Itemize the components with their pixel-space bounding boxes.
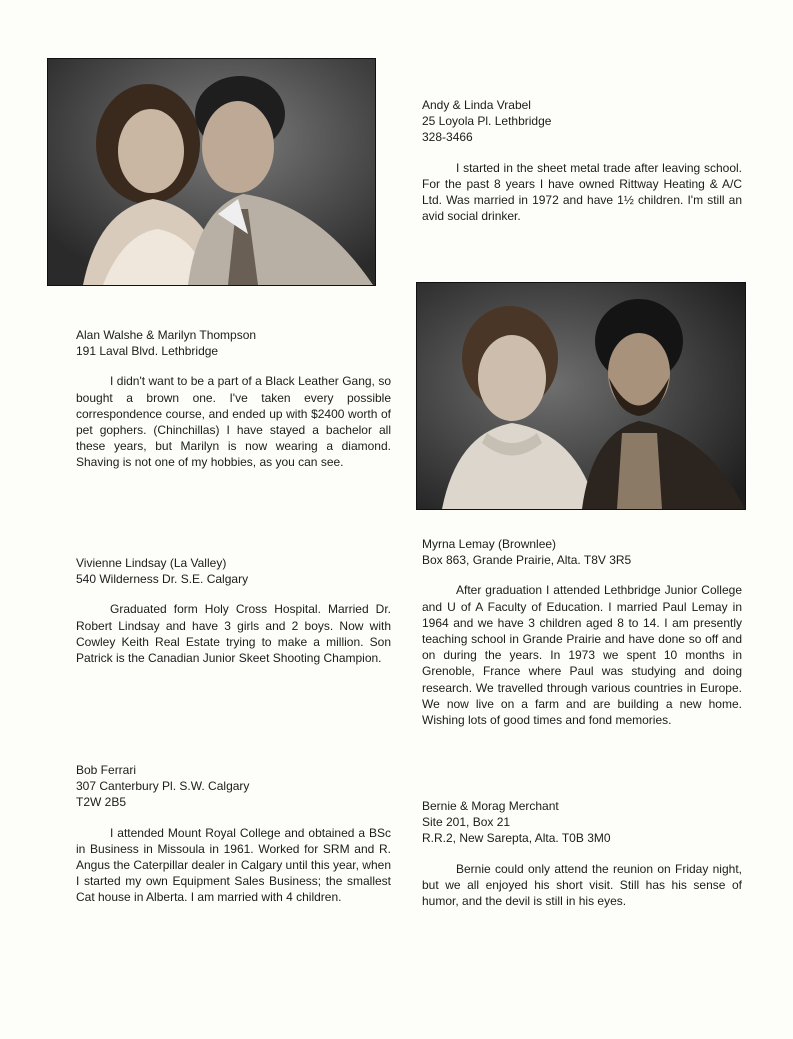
entry-address-line: 25 Loyola Pl. Lethbridge [422,114,552,129]
entry-bio: Bernie could only attend the reunion on Friday night, but we all enjoyed his short visit. Still has his sense of humor, and the devil is still in his eyes. [422,861,742,909]
entry-name: Bob Ferrari [76,763,137,777]
entry-address-line: 191 Laval Blvd. Lethbridge [76,344,219,359]
photo-walshe-thompson [47,58,376,286]
entry-vrabel [422,97,742,224]
entry-address-line: R.R.2, New Sarepta, Alta. T0B 3M0 [422,831,611,846]
entry-merchant [422,798,742,909]
entry-bio: Graduated form Holy Cross Hospital. Married Dr. Robert Lindsay and have 3 girls and 2 boys. Now with Cowley Keith Real Estate trying to make a million. Son Patrick is the Canadian Junior Skeet Shooting Champion. [76,602,391,666]
entry-name: Vivienne Lindsay (La Valley) [76,556,227,570]
entry-name: Myrna Lemay (Brownlee) [422,537,557,551]
entry-ferrari [76,762,391,906]
entry-name: Alan Walshe & Marilyn Thompson [76,328,257,342]
entry-address-line: 307 Canterbury Pl. S.W. Calgary [76,779,250,794]
entry-address-line: 328-3466 [422,130,473,145]
entry-bio: After graduation I attended Lethbridge Junior College and U of A Faculty of Education. I married Paul Lemay in 1964 and we have 3 children aged 8 to 14. I am presently teaching school in Grande Prairie and have done so off and on during the years. In 1973 we spent 10 months in Grenoble, France where Paul was studying and doing research. We travelled through various countries in Europe. We now live on a farm and are building a new home. Wishing lots of good times and fond memories. [422,583,742,728]
entry-address-line: Site 201, Box 21 [422,815,511,830]
entry-lemay [422,536,742,728]
entry-address-line: Box 863, Grande Prairie, Alta. T8V 3R5 [422,553,632,568]
entry-walshe [76,327,391,471]
entry-lindsay [76,555,391,666]
entry-bio: I didn't want to be a part of a Black Leather Gang, so bought a brown one. I've taken every possible correspondence course, and ended up with $2400 worth of pet gophers. (Chinchillas) I have stayed a bachelor all these years, but Marilyn is now wearing a diamond. Shaving is not one of my hobbies, as you can see. [76,374,391,470]
entry-bio: I attended Mount Royal College and obtained a BSc in Business in Missoula in 1961. Worked for SRM and R. Angus the Caterpillar dealer in Calgary until this year, when I started my own Equipment Sales Business; the smallest Cat house in Alberta. I am married with 4 children. [76,825,391,905]
entry-address-line: 540 Wilderness Dr. S.E. Calgary [76,572,249,587]
entry-address-line: T2W 2B5 [76,795,127,810]
entry-bio: I started in the sheet metal trade after leaving school. For the past 8 years I have owned Rittway Heating & A/C Ltd. Was married in 1972 and have 1½ children. I'm still an avid social drinker. [422,160,742,224]
photo-lemay [416,282,746,510]
entry-name: Bernie & Morag Merchant [422,799,559,813]
entry-name: Andy & Linda Vrabel [422,98,531,112]
